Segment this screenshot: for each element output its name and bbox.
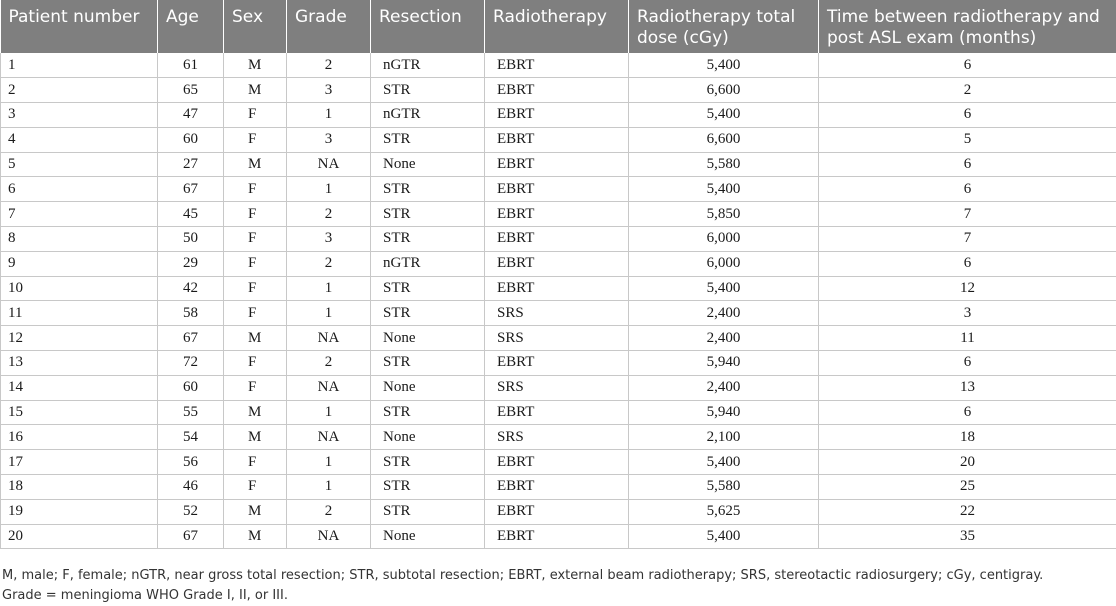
table-row bbox=[1, 475, 1116, 500]
cell-age: 54 bbox=[158, 425, 224, 450]
cell-resection: STR bbox=[371, 202, 485, 227]
cell-patient-number: 14 bbox=[1, 375, 158, 400]
cell-patient-number: 18 bbox=[1, 475, 158, 500]
cell-resection: STR bbox=[371, 227, 485, 252]
cell-time-between: 11 bbox=[819, 326, 1116, 351]
footnote-abbreviations: M, male; F, female; nGTR, near gross total resection; STR, subtotal resection; EBRT, external beam radiotherapy; SRS, stereotactic radiosurgery; cGy, centigray. bbox=[2, 568, 1044, 583]
header-row bbox=[1, 0, 1116, 53]
cell-radiotherapy: EBRT bbox=[485, 499, 629, 524]
cell-age: 47 bbox=[158, 103, 224, 128]
cell-resection: STR bbox=[371, 127, 485, 152]
table-footnotes bbox=[0, 566, 1043, 606]
cell-grade: 1 bbox=[287, 450, 371, 475]
header-radiotherapy: Radiotherapy bbox=[485, 0, 629, 53]
cell-patient-number: 5 bbox=[1, 152, 158, 177]
table-row bbox=[1, 301, 1116, 326]
header-grade: Grade bbox=[287, 0, 371, 53]
table-row bbox=[1, 227, 1116, 252]
table-row bbox=[1, 103, 1116, 128]
cell-radiotherapy: EBRT bbox=[485, 177, 629, 202]
cell-time-between: 5 bbox=[819, 127, 1116, 152]
cell-radiotherapy: EBRT bbox=[485, 127, 629, 152]
cell-resection: None bbox=[371, 152, 485, 177]
cell-total-dose: 5,400 bbox=[629, 276, 819, 301]
cell-sex: F bbox=[224, 251, 287, 276]
cell-age: 60 bbox=[158, 375, 224, 400]
cell-total-dose: 6,600 bbox=[629, 78, 819, 103]
cell-grade: 3 bbox=[287, 227, 371, 252]
cell-time-between: 25 bbox=[819, 475, 1116, 500]
header-patient-number: Patient number bbox=[1, 0, 158, 53]
cell-total-dose: 5,400 bbox=[629, 53, 819, 78]
cell-patient-number: 13 bbox=[1, 351, 158, 376]
cell-sex: F bbox=[224, 450, 287, 475]
cell-sex: F bbox=[224, 351, 287, 376]
cell-patient-number: 17 bbox=[1, 450, 158, 475]
cell-age: 52 bbox=[158, 499, 224, 524]
cell-grade: 2 bbox=[287, 351, 371, 376]
table-row bbox=[1, 351, 1116, 376]
cell-time-between: 6 bbox=[819, 351, 1116, 376]
header-age: Age bbox=[158, 0, 224, 53]
cell-sex: F bbox=[224, 276, 287, 301]
cell-total-dose: 2,400 bbox=[629, 375, 819, 400]
cell-sex: F bbox=[224, 103, 287, 128]
cell-radiotherapy: SRS bbox=[485, 375, 629, 400]
cell-age: 29 bbox=[158, 251, 224, 276]
cell-resection: None bbox=[371, 326, 485, 351]
table-row bbox=[1, 177, 1116, 202]
cell-time-between: 13 bbox=[819, 375, 1116, 400]
cell-age: 58 bbox=[158, 301, 224, 326]
cell-total-dose: 2,400 bbox=[629, 301, 819, 326]
cell-sex: F bbox=[224, 177, 287, 202]
cell-time-between: 7 bbox=[819, 227, 1116, 252]
cell-resection: nGTR bbox=[371, 251, 485, 276]
cell-age: 56 bbox=[158, 450, 224, 475]
cell-sex: M bbox=[224, 499, 287, 524]
cell-time-between: 6 bbox=[819, 103, 1116, 128]
cell-sex: M bbox=[224, 78, 287, 103]
table-row bbox=[1, 152, 1116, 177]
cell-patient-number: 11 bbox=[1, 301, 158, 326]
cell-grade: 2 bbox=[287, 53, 371, 78]
cell-time-between: 22 bbox=[819, 499, 1116, 524]
cell-total-dose: 5,940 bbox=[629, 351, 819, 376]
cell-resection: STR bbox=[371, 78, 485, 103]
cell-patient-number: 20 bbox=[1, 524, 158, 549]
cell-time-between: 2 bbox=[819, 78, 1116, 103]
cell-radiotherapy: EBRT bbox=[485, 103, 629, 128]
cell-time-between: 6 bbox=[819, 400, 1116, 425]
cell-age: 42 bbox=[158, 276, 224, 301]
cell-resection: STR bbox=[371, 499, 485, 524]
cell-radiotherapy: SRS bbox=[485, 425, 629, 450]
cell-age: 67 bbox=[158, 326, 224, 351]
cell-time-between: 35 bbox=[819, 524, 1116, 549]
cell-sex: M bbox=[224, 400, 287, 425]
cell-radiotherapy: EBRT bbox=[485, 351, 629, 376]
cell-grade: 2 bbox=[287, 251, 371, 276]
cell-grade: 2 bbox=[287, 499, 371, 524]
cell-age: 65 bbox=[158, 78, 224, 103]
cell-sex: M bbox=[224, 53, 287, 78]
cell-patient-number: 2 bbox=[1, 78, 158, 103]
table-row bbox=[1, 202, 1116, 227]
cell-sex: F bbox=[224, 475, 287, 500]
cell-grade: 2 bbox=[287, 202, 371, 227]
table-row bbox=[1, 326, 1116, 351]
cell-sex: F bbox=[224, 202, 287, 227]
table-row bbox=[1, 251, 1116, 276]
cell-patient-number: 16 bbox=[1, 425, 158, 450]
header-resection: Resection bbox=[371, 0, 485, 53]
cell-sex: F bbox=[224, 375, 287, 400]
cell-grade: 3 bbox=[287, 78, 371, 103]
cell-grade: NA bbox=[287, 375, 371, 400]
cell-total-dose: 6,000 bbox=[629, 227, 819, 252]
cell-total-dose: 5,400 bbox=[629, 103, 819, 128]
cell-patient-number: 9 bbox=[1, 251, 158, 276]
table-row bbox=[1, 127, 1116, 152]
table-row bbox=[1, 425, 1116, 450]
cell-resection: None bbox=[371, 375, 485, 400]
footnote-grade: Grade = meningioma WHO Grade I, II, or III. bbox=[2, 588, 288, 603]
cell-resection: STR bbox=[371, 301, 485, 326]
cell-age: 67 bbox=[158, 177, 224, 202]
cell-resection: STR bbox=[371, 400, 485, 425]
cell-grade: NA bbox=[287, 152, 371, 177]
table-row bbox=[1, 375, 1116, 400]
cell-grade: 1 bbox=[287, 475, 371, 500]
cell-radiotherapy: EBRT bbox=[485, 524, 629, 549]
cell-total-dose: 2,100 bbox=[629, 425, 819, 450]
cell-age: 60 bbox=[158, 127, 224, 152]
table-row bbox=[1, 53, 1116, 78]
cell-resection: nGTR bbox=[371, 103, 485, 128]
cell-grade: 1 bbox=[287, 276, 371, 301]
cell-patient-number: 12 bbox=[1, 326, 158, 351]
cell-time-between: 6 bbox=[819, 177, 1116, 202]
cell-resection: None bbox=[371, 425, 485, 450]
cell-sex: F bbox=[224, 127, 287, 152]
cell-patient-number: 19 bbox=[1, 499, 158, 524]
cell-total-dose: 5,580 bbox=[629, 475, 819, 500]
cell-grade: 3 bbox=[287, 127, 371, 152]
cell-total-dose: 5,400 bbox=[629, 177, 819, 202]
table-body bbox=[1, 53, 1116, 549]
cell-age: 46 bbox=[158, 475, 224, 500]
cell-patient-number: 15 bbox=[1, 400, 158, 425]
cell-total-dose: 6,000 bbox=[629, 251, 819, 276]
cell-time-between: 12 bbox=[819, 276, 1116, 301]
cell-sex: F bbox=[224, 227, 287, 252]
cell-time-between: 18 bbox=[819, 425, 1116, 450]
cell-radiotherapy: EBRT bbox=[485, 78, 629, 103]
cell-radiotherapy: EBRT bbox=[485, 152, 629, 177]
cell-radiotherapy: EBRT bbox=[485, 53, 629, 78]
cell-time-between: 20 bbox=[819, 450, 1116, 475]
table-row bbox=[1, 499, 1116, 524]
cell-patient-number: 7 bbox=[1, 202, 158, 227]
cell-age: 50 bbox=[158, 227, 224, 252]
cell-age: 27 bbox=[158, 152, 224, 177]
cell-age: 45 bbox=[158, 202, 224, 227]
cell-sex: M bbox=[224, 326, 287, 351]
cell-grade: 1 bbox=[287, 400, 371, 425]
cell-time-between: 6 bbox=[819, 251, 1116, 276]
cell-radiotherapy: EBRT bbox=[485, 276, 629, 301]
header-time-between: Time between radiotherapy and post ASL exam (months) bbox=[819, 0, 1116, 53]
cell-total-dose: 2,400 bbox=[629, 326, 819, 351]
cell-sex: M bbox=[224, 425, 287, 450]
cell-radiotherapy: EBRT bbox=[485, 202, 629, 227]
cell-patient-number: 3 bbox=[1, 103, 158, 128]
cell-grade: 1 bbox=[287, 103, 371, 128]
cell-radiotherapy: EBRT bbox=[485, 450, 629, 475]
cell-time-between: 6 bbox=[819, 53, 1116, 78]
table-row bbox=[1, 78, 1116, 103]
cell-total-dose: 5,400 bbox=[629, 524, 819, 549]
cell-grade: 1 bbox=[287, 177, 371, 202]
cell-radiotherapy: SRS bbox=[485, 326, 629, 351]
cell-sex: M bbox=[224, 524, 287, 549]
cell-resection: STR bbox=[371, 276, 485, 301]
cell-age: 72 bbox=[158, 351, 224, 376]
cell-patient-number: 1 bbox=[1, 53, 158, 78]
cell-grade: 1 bbox=[287, 301, 371, 326]
cell-sex: M bbox=[224, 152, 287, 177]
cell-radiotherapy: EBRT bbox=[485, 475, 629, 500]
cell-resection: STR bbox=[371, 351, 485, 376]
cell-total-dose: 5,850 bbox=[629, 202, 819, 227]
cell-grade: NA bbox=[287, 326, 371, 351]
cell-total-dose: 6,600 bbox=[629, 127, 819, 152]
cell-resection: STR bbox=[371, 475, 485, 500]
table-row bbox=[1, 400, 1116, 425]
header-total-dose: Radiotherapy total dose (cGy) bbox=[629, 0, 819, 53]
cell-radiotherapy: EBRT bbox=[485, 227, 629, 252]
cell-resection: STR bbox=[371, 177, 485, 202]
cell-radiotherapy: EBRT bbox=[485, 400, 629, 425]
cell-time-between: 7 bbox=[819, 202, 1116, 227]
cell-patient-number: 10 bbox=[1, 276, 158, 301]
cell-total-dose: 5,625 bbox=[629, 499, 819, 524]
cell-age: 61 bbox=[158, 53, 224, 78]
cell-radiotherapy: SRS bbox=[485, 301, 629, 326]
cell-patient-number: 6 bbox=[1, 177, 158, 202]
cell-patient-number: 8 bbox=[1, 227, 158, 252]
cell-patient-number: 4 bbox=[1, 127, 158, 152]
header-sex: Sex bbox=[224, 0, 287, 53]
cell-age: 67 bbox=[158, 524, 224, 549]
cell-total-dose: 5,400 bbox=[629, 450, 819, 475]
cell-age: 55 bbox=[158, 400, 224, 425]
cell-radiotherapy: EBRT bbox=[485, 251, 629, 276]
cell-resection: nGTR bbox=[371, 53, 485, 78]
table-row bbox=[1, 276, 1116, 301]
cell-resection: None bbox=[371, 524, 485, 549]
cell-total-dose: 5,940 bbox=[629, 400, 819, 425]
cell-grade: NA bbox=[287, 524, 371, 549]
cell-resection: STR bbox=[371, 450, 485, 475]
cell-total-dose: 5,580 bbox=[629, 152, 819, 177]
cell-sex: F bbox=[224, 301, 287, 326]
cell-grade: NA bbox=[287, 425, 371, 450]
table-row bbox=[1, 524, 1116, 549]
cell-time-between: 3 bbox=[819, 301, 1116, 326]
table-row bbox=[1, 450, 1116, 475]
cell-time-between: 6 bbox=[819, 152, 1116, 177]
